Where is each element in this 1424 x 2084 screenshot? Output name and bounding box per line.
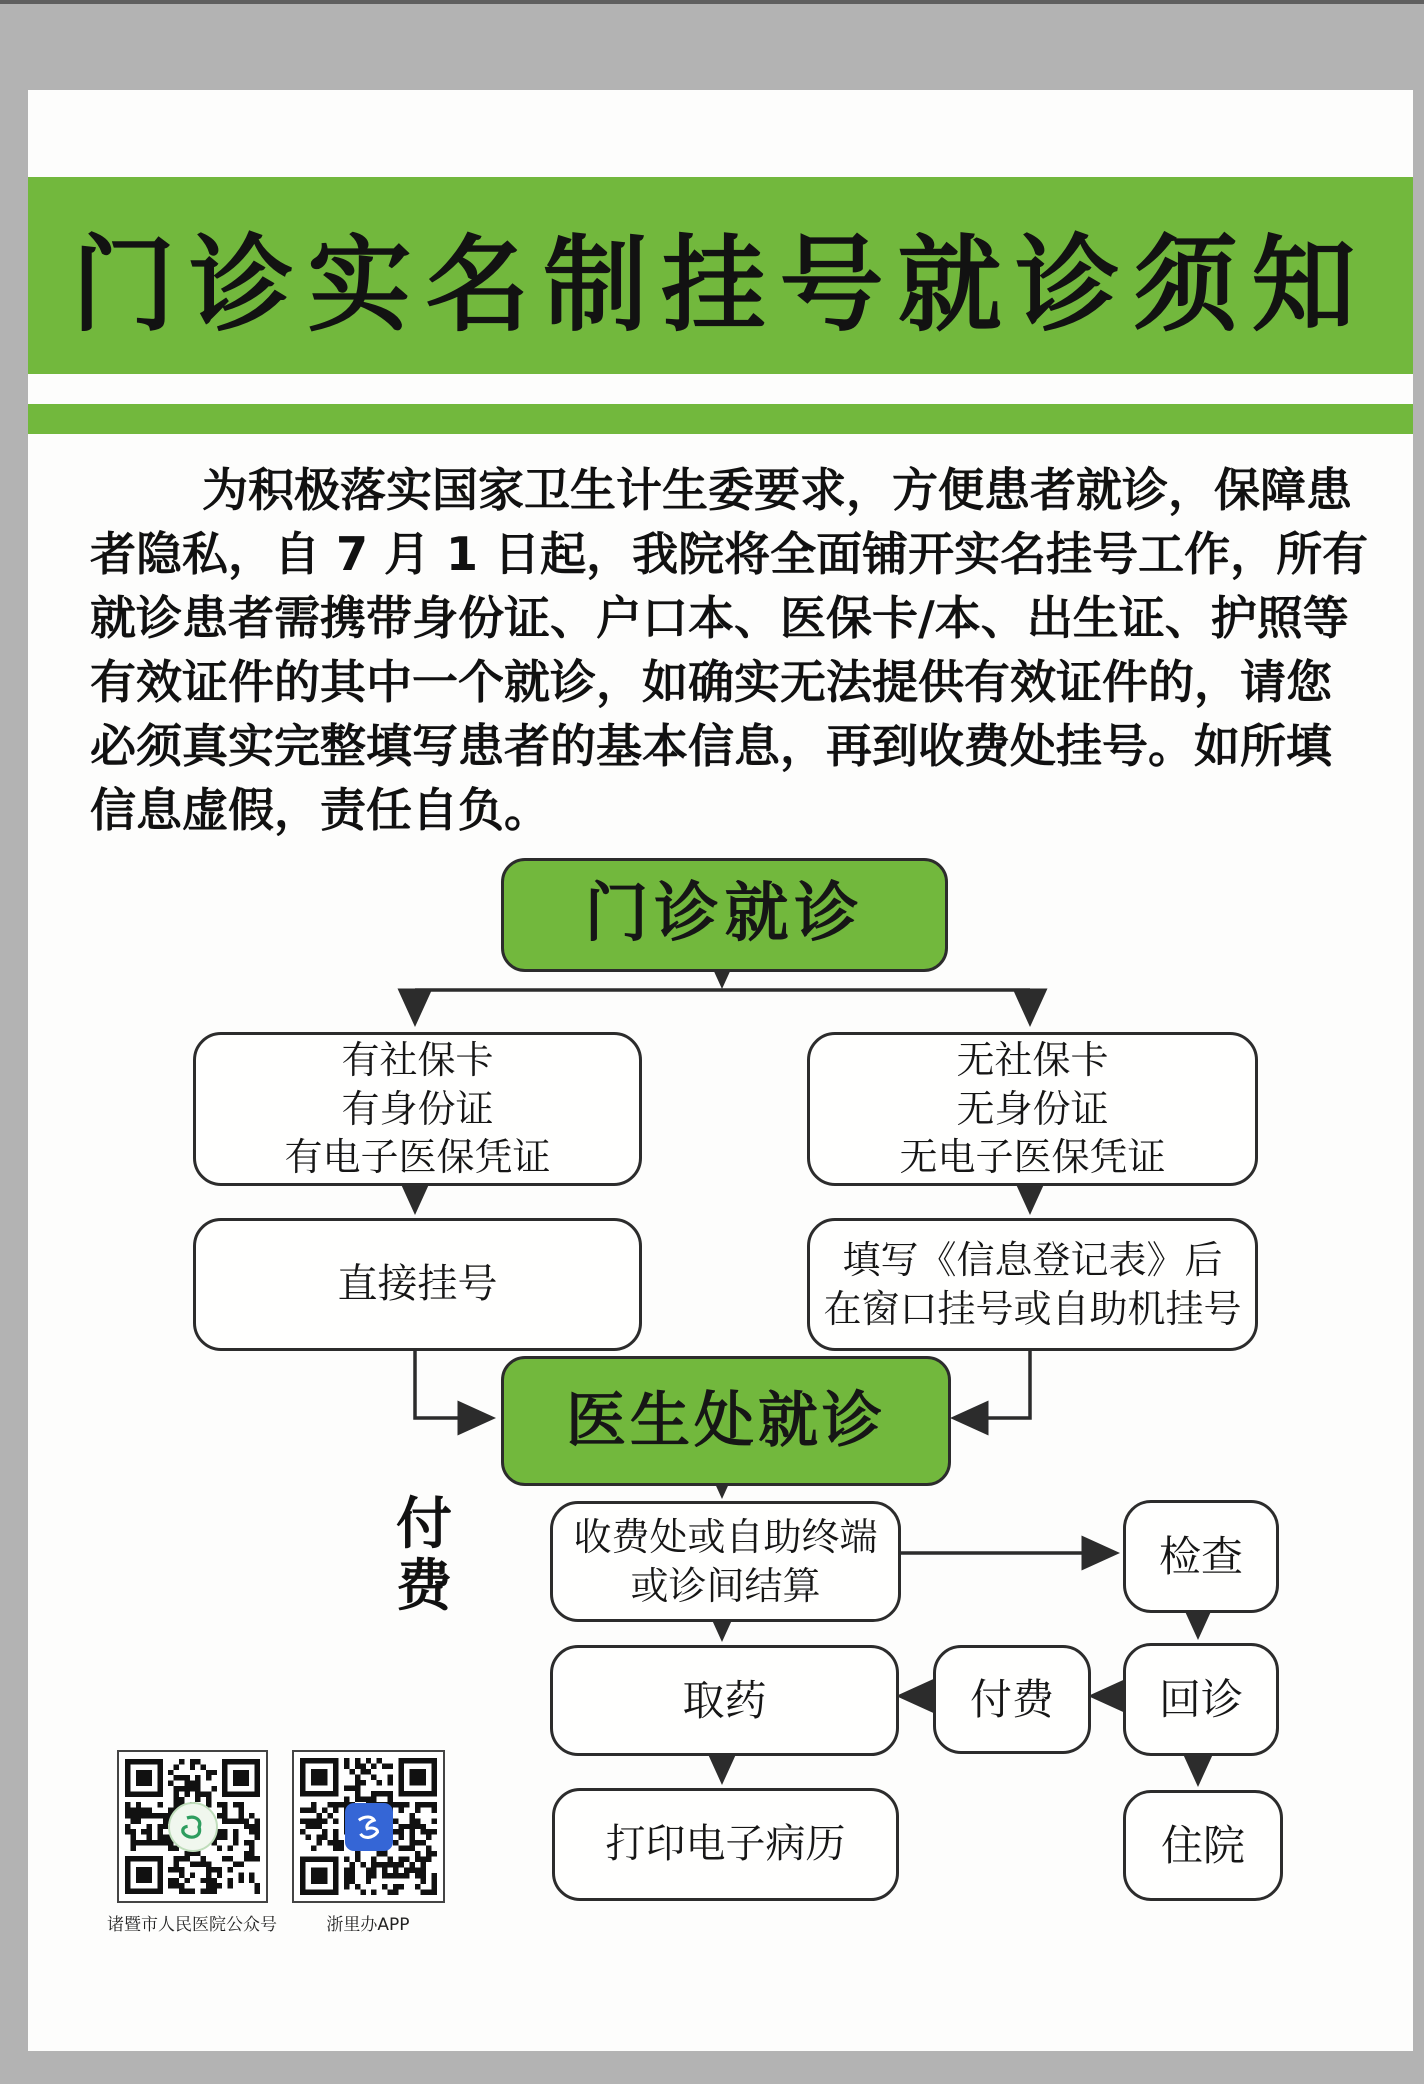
node-no-card (807, 1032, 1258, 1186)
node-print-record (552, 1788, 899, 1901)
notice-poster (28, 90, 1413, 2051)
node-label: 有身份证 (341, 1086, 494, 1131)
node-fill-form (807, 1218, 1258, 1351)
zheliban-app-qr-code (292, 1750, 445, 1903)
node-has-card (193, 1032, 642, 1186)
node-label: 住院 (1160, 1820, 1245, 1870)
intro-line: 有效证件的其中一个就诊，如确实无法提供有效证件的，请您 (90, 655, 1332, 709)
intro-line: 必须真实完整填写患者的基本信息，再到收费处挂号。如所填 (90, 719, 1332, 773)
node-label: 直接挂号 (337, 1260, 498, 1307)
node-outpatient-visit (501, 858, 948, 972)
node-label: 取药 (682, 1675, 767, 1725)
node-label: 有社保卡 (341, 1038, 494, 1083)
node-label: 无社保卡 (956, 1038, 1109, 1083)
node-dispensary (550, 1645, 899, 1756)
node-label: 填写《信息登记表》后 (842, 1237, 1223, 1282)
intro-line: 信息虚假，责任自负。 (90, 783, 550, 837)
node-label: 无身份证 (956, 1086, 1109, 1131)
page-title: 门诊实名制挂号就诊须知 (71, 223, 1370, 346)
node-label: 或诊间结算 (630, 1563, 821, 1608)
payment-side-label: 付费 (396, 1492, 452, 1619)
node-label: 检查 (1158, 1531, 1243, 1581)
node-pay (933, 1645, 1091, 1754)
intro-paragraph (90, 458, 1369, 842)
accent-stripe (28, 404, 1413, 434)
node-label: 在窗口挂号或自助机挂号 (823, 1286, 1242, 1331)
intro-line: 者隐私，自 7 月 1 日起，我院将全面铺开实名挂号工作，所有 (90, 527, 1369, 581)
node-examination (1123, 1500, 1279, 1613)
node-doctor-visit (501, 1356, 951, 1486)
node-label: 门诊就诊 (584, 877, 865, 952)
hospital-qr-caption: 诸暨市人民医院公众号 (107, 1915, 277, 1935)
node-label: 回诊 (1158, 1674, 1243, 1724)
node-label: 付费 (969, 1674, 1054, 1724)
intro-line: 就诊患者需携带身份证、户口本、医保卡/本、出生证、护照等 (90, 591, 1349, 645)
zheliban-logo (345, 1803, 393, 1851)
intro-line: 为积极落实国家卫生计生委要求，方便患者就诊，保障患 (202, 463, 1352, 517)
node-label: 有电子医保凭证 (284, 1135, 551, 1180)
title-banner (28, 177, 1413, 374)
zheliban-qr-caption: 浙里办APP (326, 1915, 410, 1935)
photo-top-edge (0, 0, 1424, 4)
node-label: 打印电子病历 (605, 1820, 846, 1867)
node-direct-register (193, 1218, 642, 1351)
node-hospitalization (1123, 1790, 1283, 1901)
hospital-account-qr-code (117, 1750, 268, 1903)
node-label: 无电子医保凭证 (899, 1135, 1166, 1180)
hospital-logo (168, 1802, 218, 1852)
node-return-visit (1123, 1643, 1279, 1756)
node-label: 医生处就诊 (566, 1385, 886, 1456)
node-label: 收费处或自助终端 (573, 1514, 878, 1559)
node-settlement (550, 1501, 901, 1622)
